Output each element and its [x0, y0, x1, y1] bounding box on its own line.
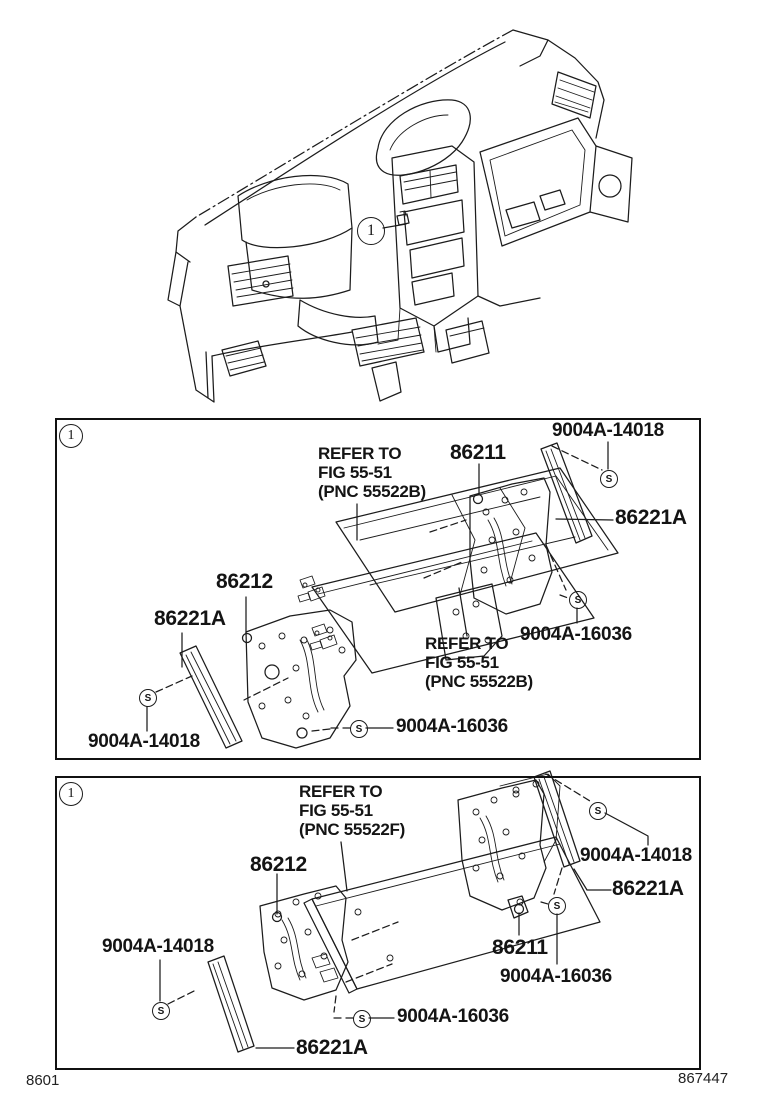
box1-label-9004A-16036-bottom: 9004A-16036	[396, 716, 508, 737]
dashboard-overview-drawing	[168, 30, 632, 402]
box1-label-9004A-14018-right: 9004A-14018	[552, 420, 664, 441]
figure-code: 8601	[26, 1072, 60, 1089]
refer-line: REFER TO	[299, 782, 383, 801]
box2-refer-top	[299, 782, 405, 839]
box1-label-86212: 86212	[216, 570, 273, 593]
overview-callout-1: 1	[357, 217, 385, 245]
box1-label-9004A-16036-right: 9004A-16036	[520, 624, 632, 645]
refer-line: FIG 55-51	[425, 653, 499, 672]
box2-label-86212: 86212	[250, 853, 307, 876]
refer-line: (PNC 55522B)	[318, 482, 426, 501]
box2-label-9004A-14018-right: 9004A-14018	[580, 845, 692, 866]
box2-label-86211: 86211	[492, 936, 548, 959]
box1-callout-1: 1	[59, 424, 83, 448]
box1-screw-symbol-right-mid: S	[569, 591, 587, 609]
box1-screw-symbol-right-top: S	[600, 470, 618, 488]
box2-screw-symbol-right-mid: S	[548, 897, 566, 915]
box2-screw-symbol-left: S	[152, 1002, 170, 1020]
box1-screw-symbol-bottom: S	[350, 720, 368, 738]
box2-label-9004A-16036-bottom: 9004A-16036	[397, 1006, 509, 1027]
box2-label-86221A-bottom: 86221A	[296, 1036, 368, 1059]
refer-line: FIG 55-51	[318, 463, 392, 482]
box2-screw-symbol-right-top: S	[589, 802, 607, 820]
box2-label-9004A-14018-left: 9004A-14018	[102, 936, 214, 957]
box1-label-86221A-left: 86221A	[154, 607, 226, 630]
box2-label-9004A-16036-right: 9004A-16036	[500, 966, 612, 987]
box1-refer-bottom	[425, 634, 533, 691]
box1-label-86221A-right: 86221A	[615, 506, 687, 529]
box1-screw-symbol-left: S	[139, 689, 157, 707]
box1-refer-top	[318, 444, 426, 501]
refer-line: REFER TO	[318, 444, 402, 463]
box2-label-86221A-right: 86221A	[612, 877, 684, 900]
refer-line: (PNC 55522B)	[425, 672, 533, 691]
refer-line: (PNC 55522F)	[299, 820, 405, 839]
box1-label-9004A-14018-left: 9004A-14018	[88, 731, 200, 752]
box2-callout-1: 1	[59, 782, 83, 806]
refer-line: REFER TO	[425, 634, 509, 653]
refer-line: FIG 55-51	[299, 801, 373, 820]
box1-label-86211: 86211	[450, 441, 506, 464]
document-code: 867447	[678, 1070, 729, 1087]
box2-screw-symbol-bottom: S	[353, 1010, 371, 1028]
